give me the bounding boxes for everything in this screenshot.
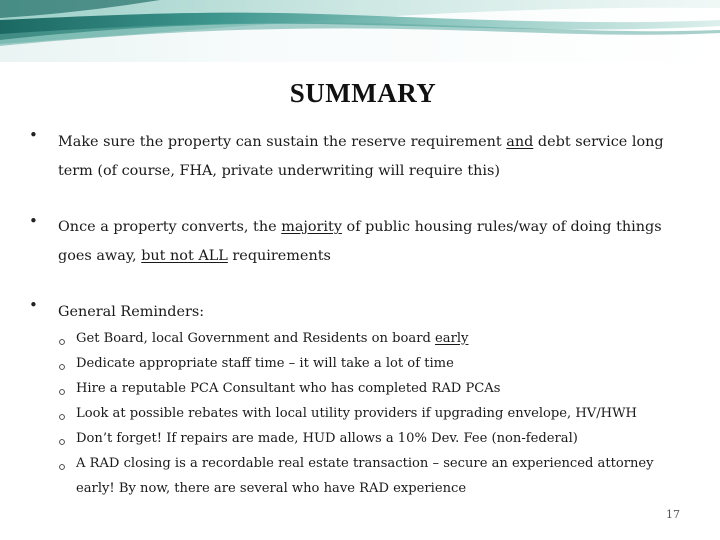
header-wave-banner [0,0,720,62]
page-number: 17 [666,508,680,521]
bullet-dot: • [29,126,38,144]
reminder-item: A RAD closing is a recordable real estate transaction – secure an experienced attorney early! By now, there are several who have RAD experience [76,456,654,496]
bullet-reserve-requirement: Make sure the property can sustain the reserve requirement and debt service long term (of course, FHA, private underwriting will require this) [58,134,664,179]
sub-bullet-circle-icon [58,338,66,346]
reminder-item: Dedicate appropriate staff time – it will take a lot of time [76,356,454,371]
sub-bullet-circle-icon [58,463,66,471]
bullet-property-converts: Once a property converts, the majority of public housing rules/way of doing things goes away, but not ALL requirements [58,219,662,264]
slide-title: SUMMARY [289,78,437,108]
sub-bullet-circle-icon [58,413,66,421]
sub-bullet-circle-icon [58,438,66,446]
bullet-dot: • [29,212,38,230]
bullet-dot: • [29,296,38,314]
reminder-item: Don’t forget! If repairs are made, HUD allows a 10% Dev. Fee (non-federal) [76,431,578,446]
reminder-item: Hire a reputable PCA Consultant who has completed RAD PCAs [76,381,501,396]
bullet-general-reminders: General Reminders: [58,304,205,320]
reminder-item: Get Board, local Government and Residents on board early [76,331,469,346]
reminder-item: Look at possible rebates with local utility providers if upgrading envelope, HV/HWH [76,406,637,421]
sub-bullet-circle-icon [58,388,66,396]
sub-bullet-circle-icon [58,363,66,371]
